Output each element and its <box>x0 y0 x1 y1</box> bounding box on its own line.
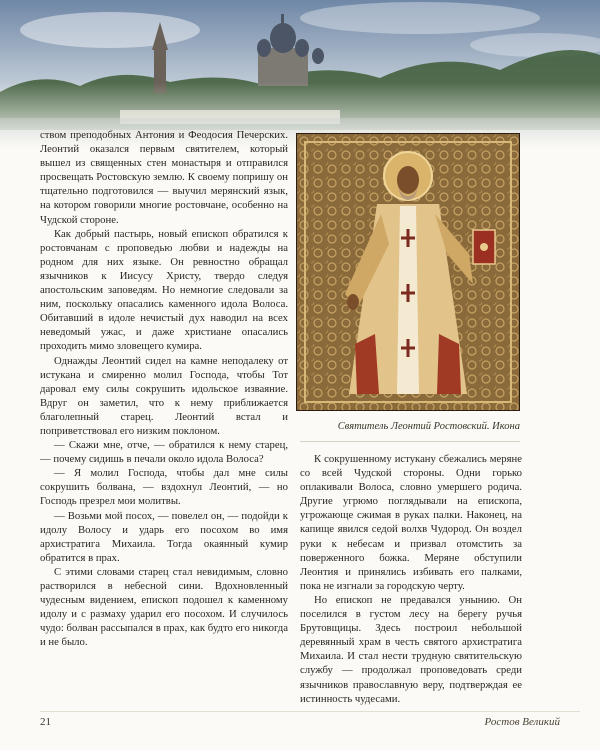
caption-divider <box>300 441 520 442</box>
icon-illustration <box>297 134 519 410</box>
right-text-column <box>300 452 522 706</box>
paragraph: — Я молил Господа, чтобы дал мне силы сокрушить болвана, — вздохнул Леонтий, — но Господь презрел мои молитвы. <box>40 467 288 508</box>
paragraph: ством преподобных Антония и Феодосия Печерских. Леонтий оказался первым святителем, который вышел из священных стен монастыря и отправился просвещать Ростовскую землю. К своему попришу он тщательно подготовился — выучил мерянский язык, на котором говорили многие ростовчане, особенно на Чудской стороне. <box>40 129 288 226</box>
image-caption: Святитель Леонтий Ростовский. Икона <box>337 421 520 432</box>
page-number: 21 <box>40 716 51 728</box>
left-text-column <box>40 128 288 649</box>
paragraph: Но епископ не предавался унынию. Он поселился в густом лесу на берегу ручья Брутовщицы. Здесь построил небольшой деревянный храм в честь святого архистратига Михаила. И стал нести трудную святительскую службу — продолжал проповедовать среди язычников православную веру, подтверждая ее истинность чудесами. <box>300 593 522 705</box>
paragraph: — Возьми мой посох, — повелел он, — подойди к идолу Волосу и ударь его посохом во имя архистратига Михаила. Тогда окаянный кумир обратится в прах. <box>40 509 288 564</box>
paragraph: К сокрушенному истукану сбежались меряне со всей Чудской стороны. Одни горько оплакивали Волоса, словно умершего родича. Другие угрюмо поглядывали на епископа, угрожающе сжимая в руках палки. Наконец, на капище явился седой волхв Чудород. Он воздел руки к небесам и призвал отомстить за поверженного божка. Меряне обступили Леонтия и принялись избивать его палками, пока не изгнали за городскую черту. <box>300 453 522 592</box>
saint-leonty-icon-image <box>296 133 520 411</box>
footer-divider <box>40 711 580 712</box>
paragraph: — Скажи мне, отче, — обратился к нему старец, — почему сидишь в печали около идола Волоса? <box>40 439 288 466</box>
running-title: Ростов Великий <box>484 716 560 728</box>
paragraph: С этими словами старец стал невидимым, словно растворился в небесной сини. Вдохновленный чудесным видением, епископ подошел к каменному идолу и с размаху ударил его посохом. И случилось чудо: болван рассыпался в прах, как будто его никогда и не было. <box>40 565 288 649</box>
paragraph: Однажды Леонтий сидел на камне неподалеку от истукана и смиренно молил Господа, чтобы Тот даровал ему силы сокрушить идольское изваяние. Вдруг он заметил, что к нему приближается благолепный старец. Леонтий встал и поприветствовал его низким поклоном. <box>40 354 288 437</box>
paragraph: Как добрый пастырь, новый епископ обратился к ростовчанам с проповедью любви и надежды на родном для них языке. Он ревностно обращал язычников к Иисусу Христу, твердо следуя апостольским заповедям. Но немногие следовали за ним, поскольку опасались каменного идола Волоса. Обитавший в идоле нечистый дух наводил на всех неведомый ужас, и даже христиане опасались проходить мимо зловещего кумира. <box>40 227 288 353</box>
